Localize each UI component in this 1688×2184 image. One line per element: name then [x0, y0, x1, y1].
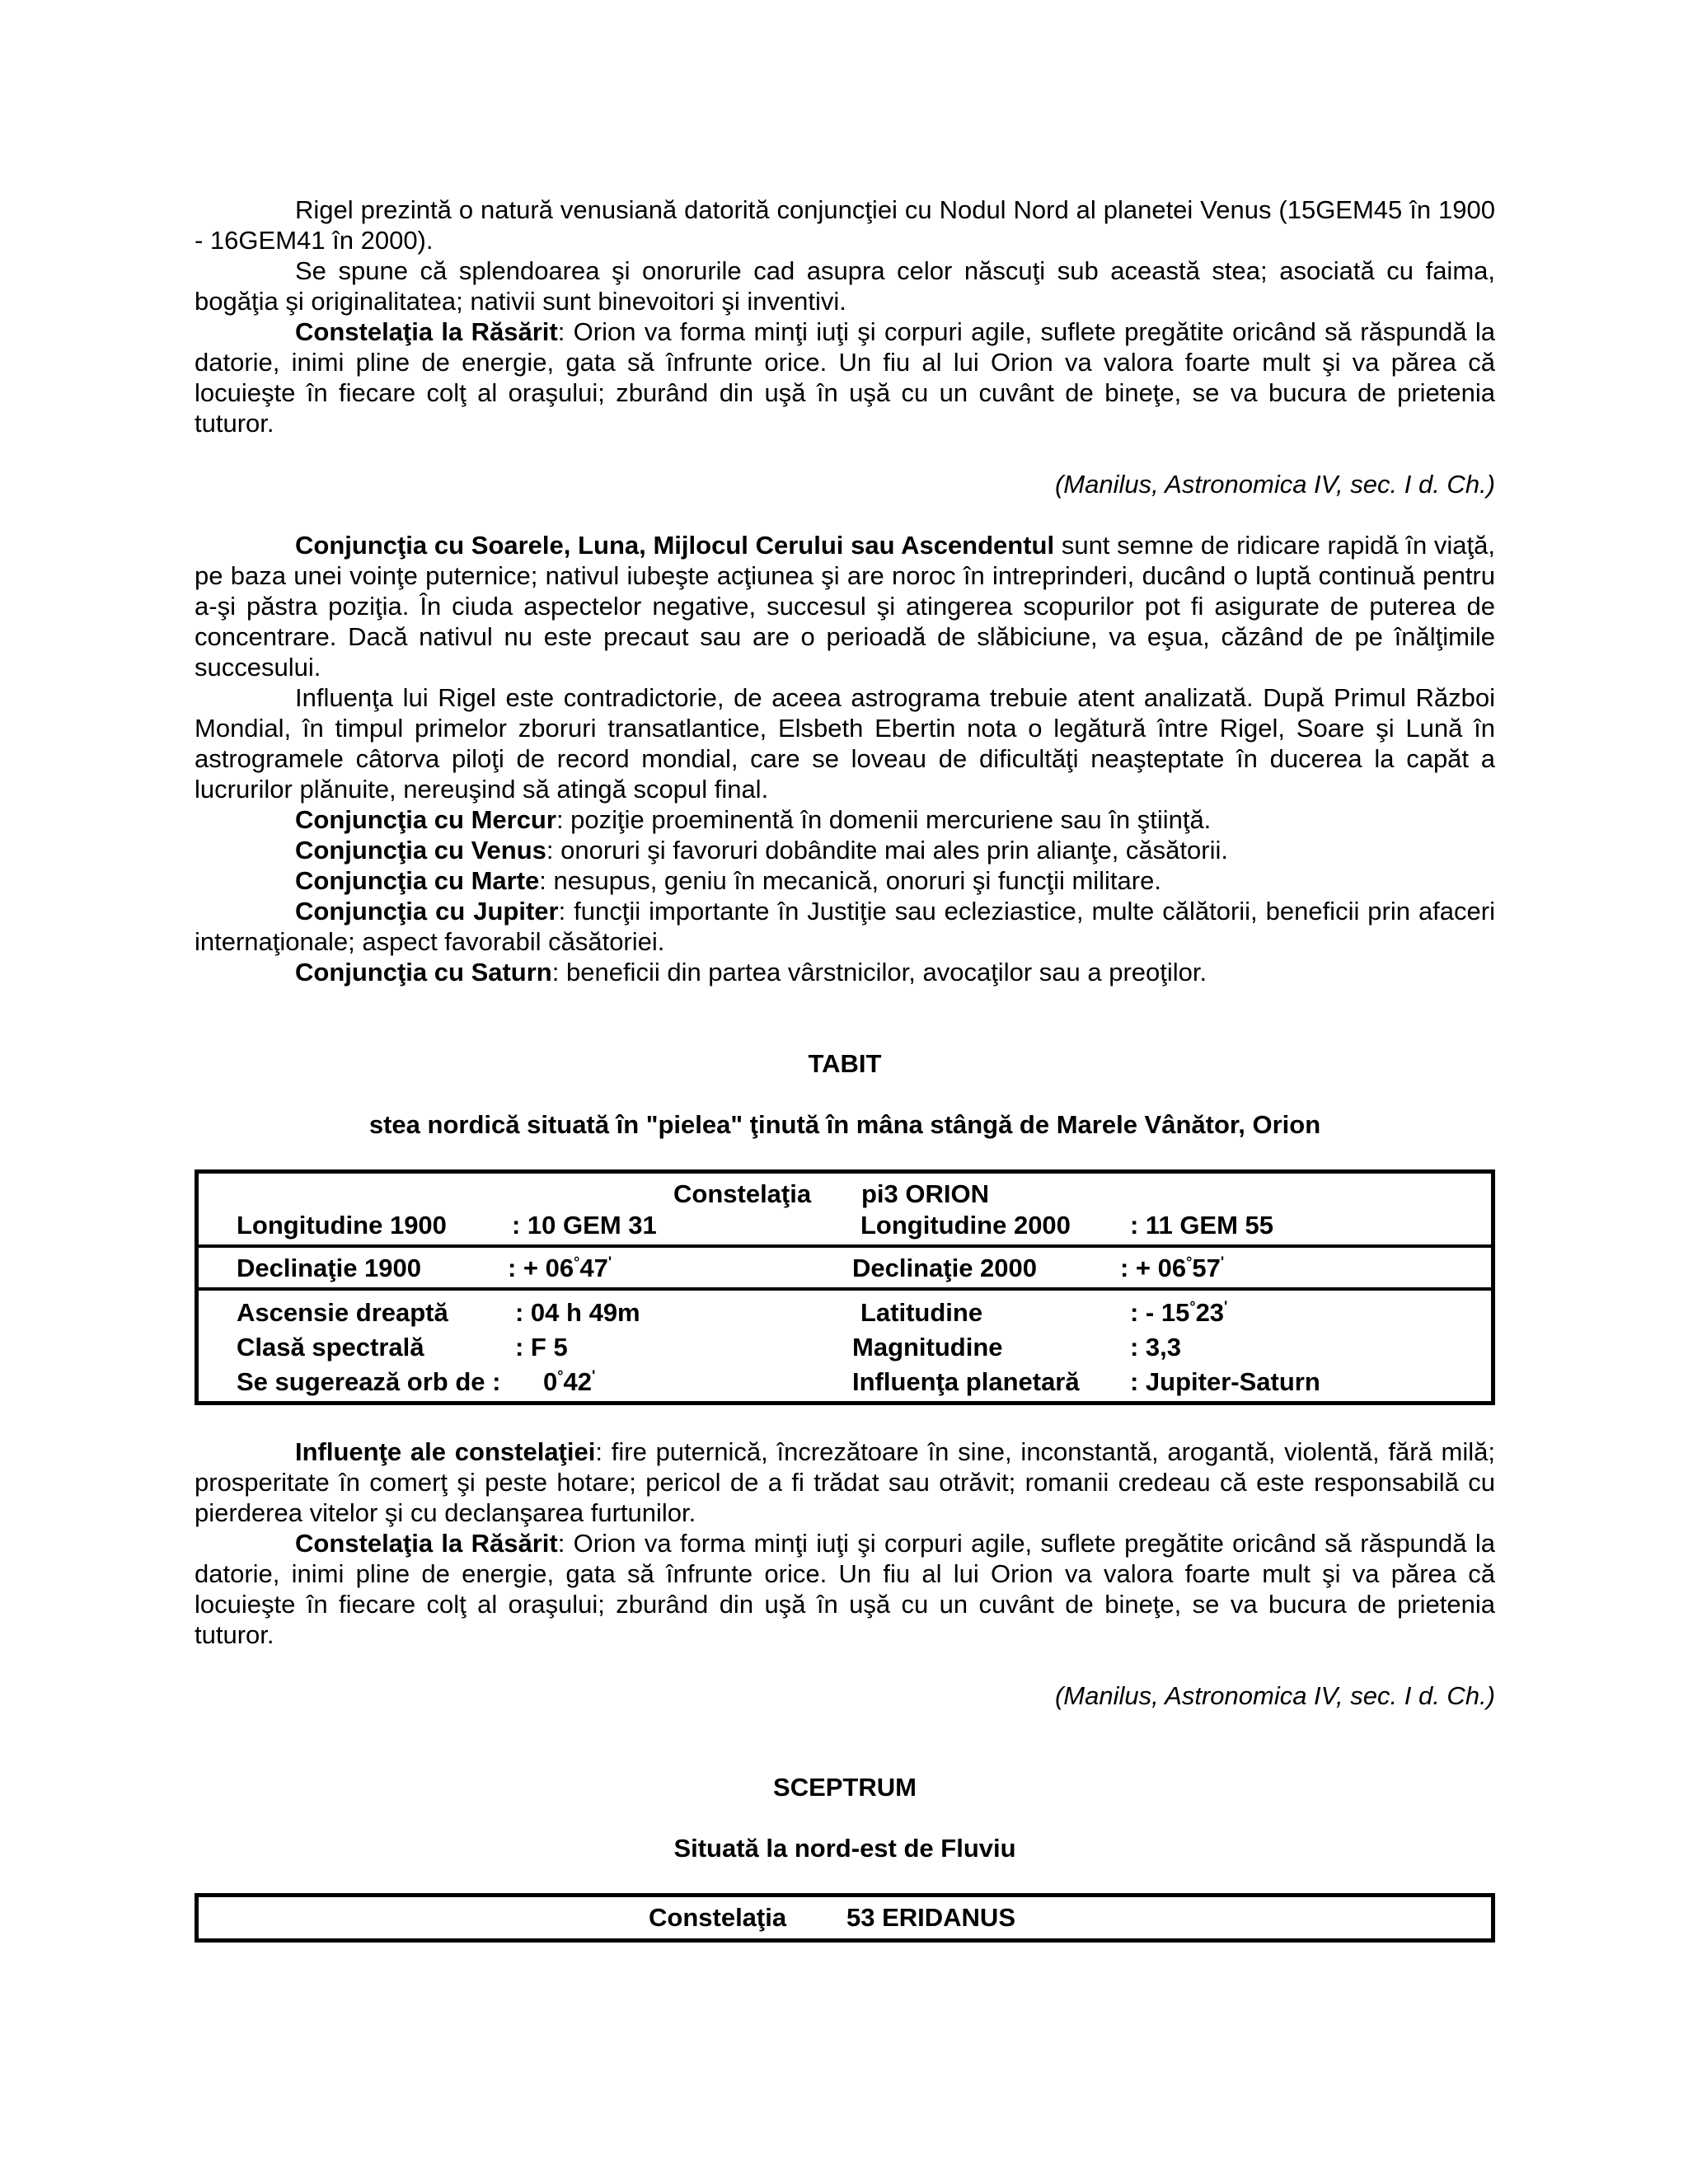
tabit-mag-label: Magnitudine — [852, 1333, 1003, 1361]
tabit-orb-label: Se sugerează orb de : — [237, 1367, 501, 1396]
tabit-decl2000-value: : + 06°57' — [1120, 1254, 1225, 1282]
conj-jupiter-text: : funcţii importante în Justiţie sau ecleziastice, multe călătorii, beneficii prin afaceri internaţionale; aspect favorabil căsătoriei. — [195, 897, 1495, 956]
conj-mercur-text: : poziţie proeminentă în domenii mercuriene sau în ştiinţă. — [556, 805, 1212, 834]
tabit-constellation-value: pi3 ORION — [861, 1179, 990, 1208]
conj-marte — [195, 865, 1495, 896]
tabit-subtitle: stea nordică situată în "pielea" ţinută în mâna stângă de Marele Vânător, Orion — [368, 1110, 1321, 1139]
tabit-spec-label: Clasă spectrală — [237, 1333, 424, 1361]
tabit-paragraph-influente — [195, 1436, 1495, 1528]
tabit-lat-label: Latitudine — [860, 1298, 983, 1327]
tabit-rasarit-label: Constelaţia la Răsărit — [295, 1529, 558, 1558]
tabit-decl1900-label: Declinaţie 1900 — [237, 1254, 422, 1282]
tabit-influente-label: Influenţe ale constelaţiei — [295, 1437, 596, 1466]
conj-venus — [195, 835, 1495, 865]
tabit-data-box — [195, 1169, 1495, 1405]
tabit-rasarit-text: : Orion va forma minţi iuţi şi corpuri agile, suflete pregătite oricând să răspundă la datorie, inimi pline de energie, gata să înfrunte orice. Un fiu al lui Orion va valora foarte mult şi va părea că locuieşte în fiecare colţ al oraşului; zburând din uşă în uşă cu un cuvânt de bineţe, se va bucura de prietenia tuturor. — [195, 1529, 1495, 1649]
rigel-paragraph-2: Se spune că splendoarea şi onorurile cad asupra celor născuţi sub această stea; asociată cu faima, bogăţia şi originalitatea; nativii sunt binevoitori şi inventivi. — [195, 256, 1495, 316]
tabit-infl-label: Influenţa planetară — [852, 1367, 1080, 1396]
sceptrum-subtitle: Situată la nord-est de Fluviu — [673, 1834, 1016, 1863]
rigel-conjunctia-label: Conjuncţia cu Soarele, Luna, Mijlocul Cerului sau Ascendentul — [295, 531, 1055, 560]
conj-jupiter-label: Conjuncţia cu Jupiter — [295, 897, 559, 926]
conj-mercur-label: Conjuncţia cu Mercur — [295, 805, 556, 834]
rigel-paragraph-rasarit — [195, 316, 1495, 438]
conj-venus-text: : onoruri şi favoruri dobândite mai ales prin alianţe, căsătorii. — [546, 836, 1228, 865]
rigel-paragraph-conjunctia — [195, 530, 1495, 682]
tabit-separator-1 — [199, 1244, 1491, 1248]
tabit-constellation-label: Constelaţia — [673, 1179, 812, 1208]
tabit-orb-value: 0°42' — [543, 1367, 596, 1396]
sceptrum-constellation-value: 53 ERIDANUS — [846, 1903, 1015, 1932]
tabit-lat-value: : - 15°23' — [1130, 1298, 1228, 1327]
conj-marte-label: Conjuncţia cu Marte — [295, 866, 540, 895]
tabit-long1900-value: : 10 GEM 31 — [512, 1211, 657, 1240]
sceptrum-data-box — [195, 1893, 1495, 1943]
document-page — [195, 194, 1495, 1943]
tabit-decl1900-value: : + 06°47' — [508, 1254, 612, 1282]
conj-saturn — [195, 957, 1495, 987]
tabit-mag-value: : 3,3 — [1130, 1333, 1182, 1361]
tabit-long2000-value: : 11 GEM 55 — [1130, 1211, 1274, 1240]
tabit-spec-value: : F 5 — [515, 1333, 568, 1361]
tabit-ra-label: Ascensie dreaptă — [237, 1298, 448, 1327]
tabit-paragraph-rasarit — [195, 1528, 1495, 1650]
conj-saturn-label: Conjuncţia cu Saturn — [295, 958, 552, 987]
conj-jupiter — [195, 896, 1495, 957]
rigel-rasarit-label: Constelaţia la Răsărit — [295, 317, 558, 346]
conj-venus-label: Conjuncţia cu Venus — [295, 836, 546, 865]
tabit-decl2000-label: Declinaţie 2000 — [852, 1254, 1038, 1282]
tabit-ra-value: : 04 h 49m — [515, 1298, 640, 1327]
conj-marte-text: : nesupus, geniu în mecanică, onoruri şi funcţii militare. — [539, 866, 1161, 895]
sceptrum-title: SCEPTRUM — [773, 1773, 917, 1802]
rigel-paragraph-1: Rigel prezintă o natură venusiană datorită conjuncţiei cu Nodul Nord al planetei Venus (15GEM45 în 1900 - 16GEM41 în 2000). — [195, 195, 1495, 255]
rigel-citation: (Manilus, Astronomica IV, sec. I d. Ch.) — [1054, 470, 1495, 499]
conj-saturn-text: : beneficii din partea vârstnicilor, avocaţilor sau a preoţilor. — [551, 958, 1207, 987]
tabit-infl-value: : Jupiter-Saturn — [1130, 1367, 1320, 1396]
tabit-influente-text: : fire puternică, încrezătoare în sine, inconstantă, arogantă, violentă, fără milă; prosperitate în comerţ şi peste hotare; pericol de a fi trădat sau otrăvit; romanii credeau că este responsabilă cu pierderea vitelor şi cu declanşarea furtunilor. — [195, 1437, 1495, 1527]
tabit-long1900-label: Longitudine 1900 — [237, 1211, 447, 1240]
tabit-citation: (Manilus, Astronomica IV, sec. I d. Ch.) — [1054, 1681, 1495, 1710]
sceptrum-constellation-label: Constelaţia — [649, 1903, 787, 1932]
rigel-paragraph-influenta: Influenţa lui Rigel este contradictorie, de aceea astrograma trebuie atent analizată. După Primul Război Mondial, în timpul primelor zboruri transatlantice, Elsbeth Ebertin nota o legătură între Rigel, Soare şi Lună în astrogramele câtorva piloţi de record mondial, care se loveau de dificultăţi neaşteptate în ducerea la capăt a lucrurilor plănuite, nereuşind să atingă scopul final. — [195, 683, 1495, 804]
tabit-long2000-label: Longitudine 2000 — [860, 1211, 1071, 1240]
tabit-title: TABIT — [808, 1049, 882, 1078]
rigel-conjunctia-text: sunt semne de ridicare rapidă în viaţă, pe baza unei voinţe puternice; nativul iubeşte acţiunea şi are noroc în intreprinderi, ducând o luptă continuă pentru a-şi păstra poziţia. În ciuda aspectelor negative, succesul şi atingerea scopurilor pot fi asigurate de puterea de concentrare. Dacă nativul nu este precaut sau are o perioadă de slăbiciune, va eşua, căzând de pe înălţimile succesului. — [195, 531, 1495, 682]
rigel-rasarit-text: : Orion va forma minţi iuţi şi corpuri agile, suflete pregătite oricând să răspundă la datorie, inimi pline de energie, gata să înfrunte orice. Un fiu al lui Orion va valora foarte mult şi va părea că locuieşte în fiecare colţ al oraşului; zburând din uşă în uşă cu un cuvânt de bineţe, se va bucura de prietenia tuturor. — [195, 317, 1495, 438]
conj-mercur — [195, 804, 1495, 835]
